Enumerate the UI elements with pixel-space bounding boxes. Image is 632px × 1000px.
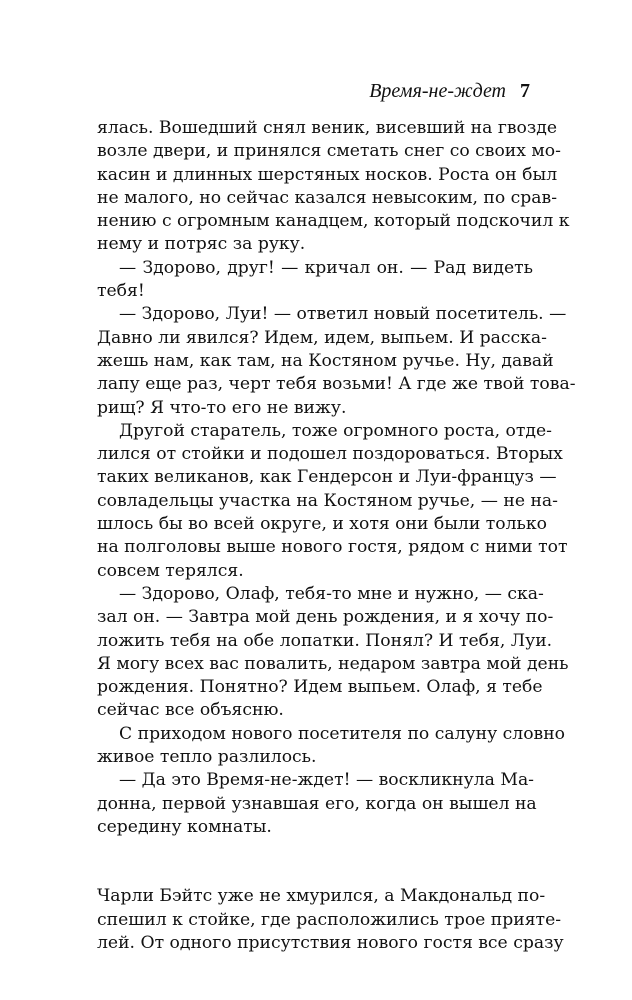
text-line: таких великанов, как Гендерсон и Луи-француз — (97, 467, 557, 488)
text-line: совладельцы участка на Костяном ручье, — не на- (97, 490, 558, 511)
text-line: спешил к стойке, где расположились трое прияте- (97, 909, 562, 930)
text-line: ложить тебя на обе лопатки. Понял? И тебя, Луи. (97, 630, 553, 651)
page-number: 7 (520, 80, 530, 102)
text-line: С приходом нового посетителя по салуну словно (119, 723, 566, 744)
text-line: — Здорово, Луи! — ответил новый посетитель. — (119, 304, 567, 325)
text-line: — Да это Время-не-ждет! — воскликнула Ма- (119, 770, 534, 791)
text-line: сейчас все объясню. (97, 700, 284, 721)
text-line: возле двери, и принялся сметать снег со своих мо- (97, 141, 561, 162)
body-text (97, 117, 576, 955)
text-line: лей. От одного присутствия нового гостя все сразу (97, 932, 564, 953)
text-line: Чарли Бэйтс уже не хмурился, а Макдональд по- (97, 886, 546, 907)
text-line: ялась. Вошедший снял веник, висевший на гвозде (97, 118, 558, 138)
running-head (100, 79, 530, 103)
text-line: касин и длинных шерстяных носков. Роста он был (97, 164, 558, 185)
text-line: жешь нам, как там, на Костяном ручье. Ну, давай (97, 350, 554, 371)
text-line: середину комнаты. (97, 816, 272, 837)
section-break (97, 839, 533, 885)
text-line: совсем терялся. (97, 560, 244, 581)
text-line: нему и потряс за руку. (97, 234, 306, 255)
text-line: Другой старатель, тоже огромного роста, отде- (119, 420, 552, 441)
text-line: лился от стойки и подошел поздороваться. Вторых (97, 444, 563, 465)
running-head-title: Время-не-ждет (369, 80, 506, 102)
text-line: лапу еще раз, черт тебя возьми! А где же твой това- (97, 374, 576, 395)
text-line: на полголовы выше нового гостя, рядом с ними тот (97, 537, 568, 558)
text-line: — Здорово, друг! — кричал он. — Рад видеть (119, 257, 533, 278)
text-line: Давно ли явился? Идем, идем, выпьем. И расска- (97, 327, 547, 348)
text-line: рождения. Понятно? Идем выпьем. Олаф, я тебе (97, 677, 543, 698)
text-line: шлось бы во всей округе, и хотя они были только (97, 514, 547, 535)
text-line: не малого, но сейчас казался невысоким, по срав- (97, 187, 558, 208)
text-line: зал он. — Завтра мой день рождения, и я хочу по- (97, 607, 554, 628)
text-line: тебя! (97, 281, 145, 302)
text-line: рищ? Я что-то его не вижу. (97, 397, 347, 418)
text-line: Я могу всех вас повалить, недаром завтра мой день (97, 653, 569, 674)
text-line: — Здорово, Олаф, тебя-то мне и нужно, — ска- (119, 583, 544, 604)
text-line: донна, первой узнавшая его, когда он вышел на (97, 793, 537, 814)
text-line: нению с огромным канадцем, который подскочил к (97, 211, 570, 232)
text-line: живое тепло разлилось. (97, 747, 317, 768)
